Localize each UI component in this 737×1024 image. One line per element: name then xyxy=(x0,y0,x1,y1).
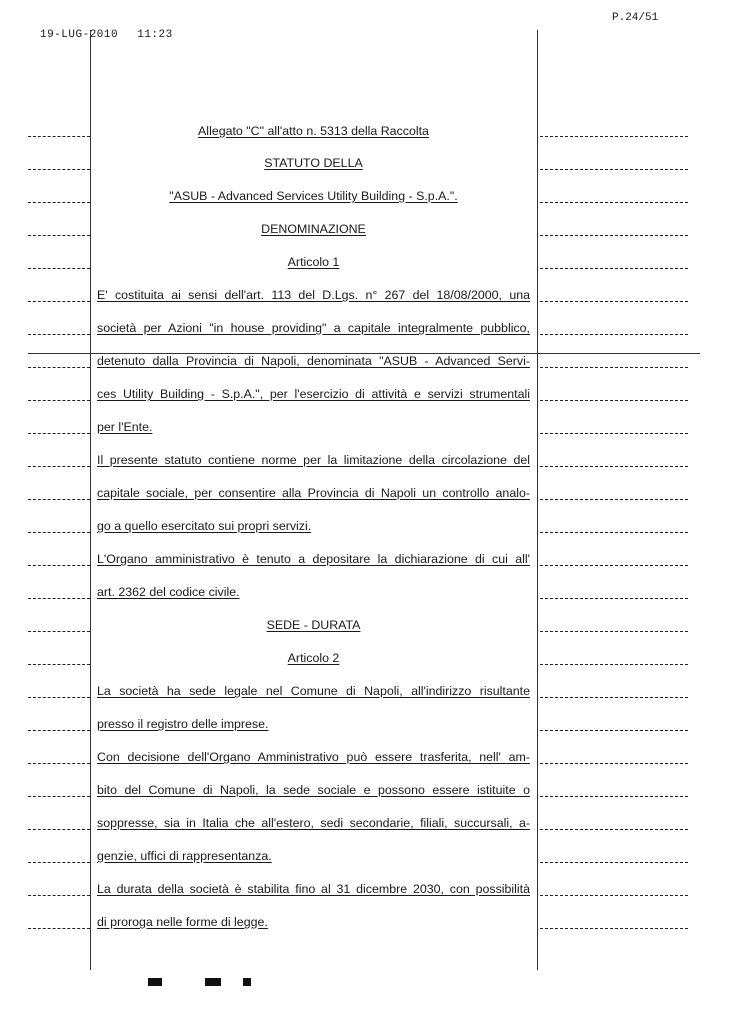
margin-dashes xyxy=(540,532,688,533)
section-heading: DENOMINAZIONE xyxy=(261,222,366,236)
text-line: di proroga nelle forme di legge. xyxy=(97,915,268,929)
margin-dashes xyxy=(28,862,90,863)
margin-dashes xyxy=(28,301,90,302)
margin-dashes xyxy=(28,730,90,731)
scan-mark xyxy=(205,978,221,986)
text-line: presso il registro delle imprese. xyxy=(97,717,269,731)
margin-dashes xyxy=(28,532,90,533)
company-name: "ASUB - Advanced Services Utility Building - S.p.A.". xyxy=(169,189,458,203)
margin-dashes xyxy=(28,598,90,599)
margin-dashes xyxy=(540,268,688,269)
text-line: E' costituita ai sensi dell'art. 113 del D.Lgs. n° 267 del 18/08/2000, una xyxy=(97,288,530,302)
page-number: P.24/51 xyxy=(612,12,659,24)
margin-dashes xyxy=(540,235,688,236)
margin-dashes xyxy=(540,334,688,335)
margin-dashes xyxy=(540,136,688,137)
margin-dashes xyxy=(28,367,90,368)
text-line: La durata della società è stabilita fino al 31 dicembre 2030, con possibilità xyxy=(97,882,530,896)
fax-time: 11:23 xyxy=(137,29,173,41)
margin-dashes xyxy=(540,367,688,368)
scan-mark xyxy=(148,978,162,986)
margin-dashes xyxy=(28,466,90,467)
margin-dashes xyxy=(28,499,90,500)
margin-dashes xyxy=(28,334,90,335)
margin-dashes xyxy=(28,796,90,797)
margin-dashes xyxy=(540,301,688,302)
margin-dashes xyxy=(540,796,688,797)
margin-dashes xyxy=(540,697,688,698)
margin-dashes xyxy=(28,664,90,665)
text-line: capitale sociale, per consentire alla Provincia di Napoli un controllo analo- xyxy=(97,486,530,500)
fax-date: 19-LUG-2010 xyxy=(40,29,119,41)
margin-dashes xyxy=(540,202,688,203)
margin-dashes xyxy=(28,763,90,764)
statute-title: STATUTO DELLA xyxy=(264,156,363,170)
margin-dashes xyxy=(540,400,688,401)
margin-dashes xyxy=(540,565,688,566)
text-line: bito del Comune di Napoli, la sede sociale e possono essere istituite o xyxy=(97,783,530,797)
margin-dashes xyxy=(540,169,688,170)
text-line: soppresse, sia in Italia che all'estero, sedi secondarie, filiali, succursali, a- xyxy=(97,816,530,830)
left-margin-rule xyxy=(90,30,91,970)
text-line: detenuto dalla Provincia di Napoli, denominata "ASUB - Advanced Servi- xyxy=(97,354,530,368)
text-line: Il presente statuto contiene norme per la limitazione della circolazione del xyxy=(97,453,530,467)
annex-reference: Allegato "C" all'atto n. 5313 della Raccolta xyxy=(198,124,429,138)
margin-dashes xyxy=(28,433,90,434)
margin-dashes xyxy=(540,466,688,467)
fax-header xyxy=(40,29,185,41)
margin-dashes xyxy=(28,235,90,236)
margin-dashes xyxy=(540,928,688,929)
text-line: go a quello esercitato sui propri servizi. xyxy=(97,519,312,533)
margin-dashes xyxy=(28,829,90,830)
margin-dashes xyxy=(28,136,90,137)
margin-dashes xyxy=(28,631,90,632)
margin-dashes xyxy=(540,895,688,896)
margin-dashes xyxy=(540,763,688,764)
margin-dashes xyxy=(28,565,90,566)
margin-dashes xyxy=(28,169,90,170)
text-line: società per Azioni "in house providing" a capitale integralmente pubblico, xyxy=(97,321,530,335)
article-heading: Articolo 2 xyxy=(287,651,340,665)
section-heading: SEDE - DURATA xyxy=(266,618,361,632)
article-heading: Articolo 1 xyxy=(287,255,340,269)
margin-dashes xyxy=(28,202,90,203)
margin-dashes xyxy=(28,400,90,401)
text-line: L'Organo amministrativo è tenuto a depositare la dichiarazione di cui all' xyxy=(97,552,530,566)
margin-dashes xyxy=(28,928,90,929)
text-line: Con decisione dell'Organo Amministrativo può essere trasferita, nell' am- xyxy=(97,750,530,764)
margin-dashes xyxy=(540,631,688,632)
margin-dashes xyxy=(540,730,688,731)
strike-through-rule xyxy=(28,353,700,354)
margin-dashes xyxy=(540,499,688,500)
margin-dashes xyxy=(540,829,688,830)
text-line: genzie, uffici di rappresentanza. xyxy=(97,849,272,863)
margin-dashes xyxy=(28,268,90,269)
scan-mark xyxy=(243,978,251,986)
margin-dashes xyxy=(540,598,688,599)
margin-dashes xyxy=(28,895,90,896)
margin-dashes xyxy=(540,433,688,434)
text-line: La società ha sede legale nel Comune di Napoli, all'indirizzo risultante xyxy=(97,684,530,698)
text-line: per l'Ente. xyxy=(97,420,153,434)
margin-dashes xyxy=(540,862,688,863)
text-line: ces Utility Building - S.p.A.", per l'esercizio di attività e servizi strumentali xyxy=(97,387,530,401)
right-margin-rule xyxy=(537,30,538,970)
margin-dashes xyxy=(28,697,90,698)
margin-dashes xyxy=(540,664,688,665)
text-line: art. 2362 del codice civile. xyxy=(97,585,240,599)
